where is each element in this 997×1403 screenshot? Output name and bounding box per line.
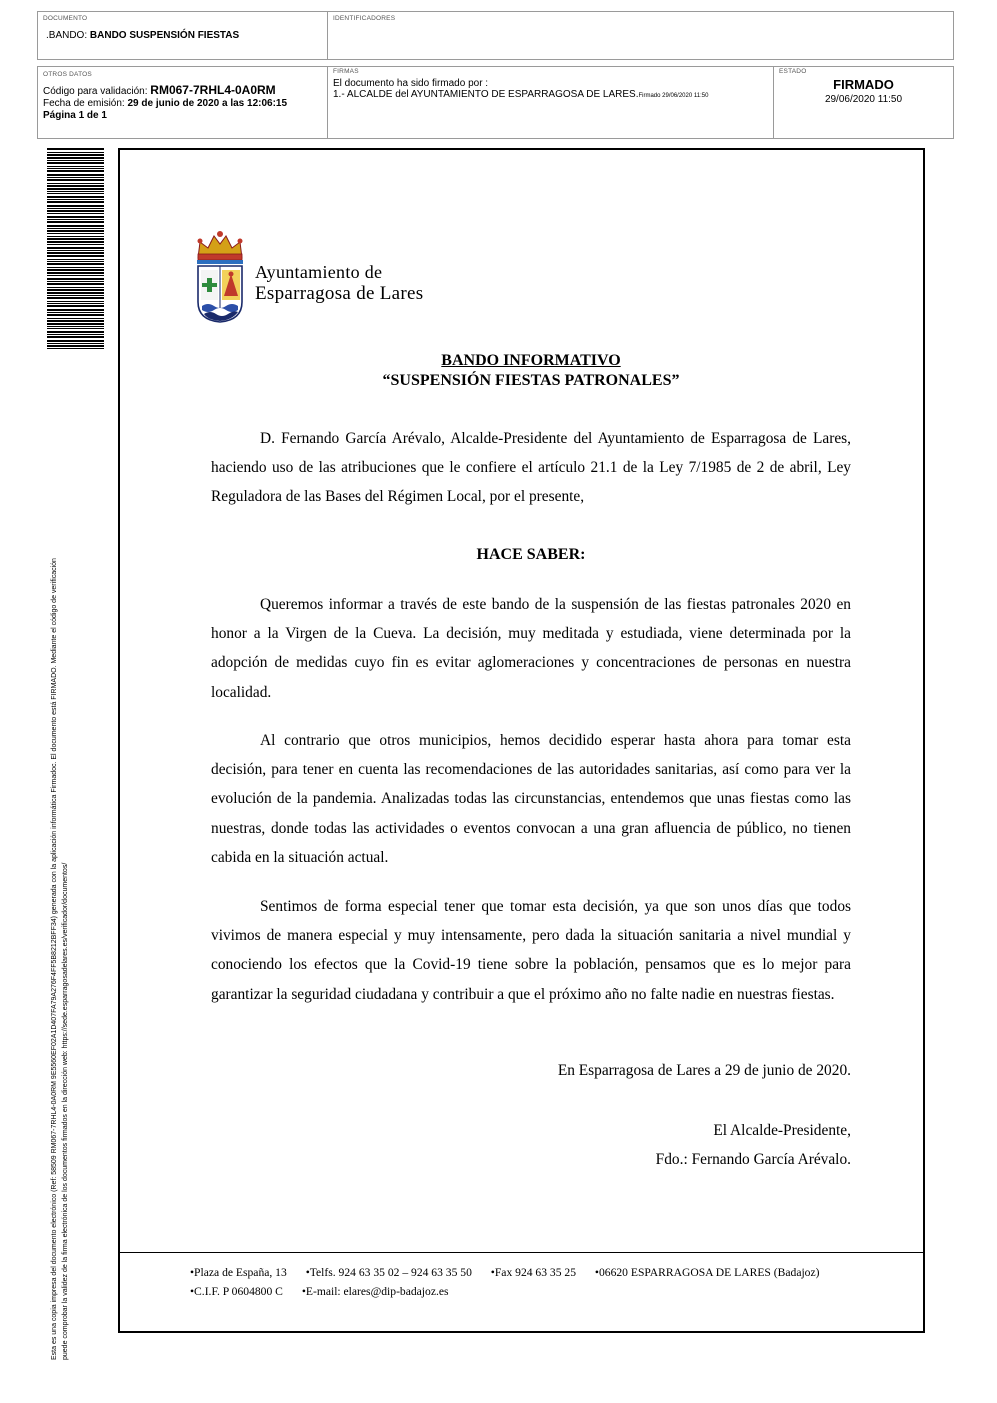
verification-side-text — [49, 400, 71, 1360]
side-text-line2: puede comprobar la validez de la firma electrónica de los documentos firmados en la dirección web: https://sede.esparragosadelares.es/verificador/documentos/ — [62, 862, 69, 1360]
barcode-bar — [47, 269, 104, 271]
barcode-bar — [47, 275, 104, 276]
barcode-bar — [47, 216, 104, 218]
body-paragraph-3: Sentimos de forma especial tener que tomar esta decisión, ya que son unos días que todos vivimos de manera especial y muy intensamente, pero dada la situación sanitaria a nivel mundial y conociendo los efectos que la Covid-19 tiene sobre la población, pensamos que es lo mejor para garantizar la seguridad ciudadana y contribuir a que el próximo año no falte nadie en nuestras fiestas. — [211, 898, 851, 1003]
letterhead-line1: Ayuntamiento de — [255, 262, 383, 282]
barcode-bar — [47, 185, 104, 187]
barcode-bar — [47, 255, 104, 257]
barcode-bar — [47, 168, 104, 169]
barcode-bar — [47, 292, 104, 294]
header-firmas-box — [327, 66, 774, 139]
barcode-bar — [47, 287, 104, 288]
bando-subtitle: “SUSPENSIÓN FIESTAS PATRONALES” — [382, 372, 680, 389]
barcode-bar — [47, 188, 104, 190]
barcode-bar — [47, 301, 104, 302]
signature-role: El Alcalde-Presidente, — [713, 1122, 851, 1139]
barcode-bar — [47, 320, 104, 322]
firmas-signer: 1.- ALCALDE del AYUNTAMIENTO DE ESPARRAGOSA DE LARES. — [333, 89, 639, 100]
estado-label: ESTADO — [779, 68, 807, 75]
barcode-bar — [47, 177, 104, 178]
barcode-bar — [47, 314, 104, 316]
barcode-bar — [47, 233, 104, 234]
barcode-bar — [47, 297, 104, 299]
header-identificadores-box — [327, 11, 954, 60]
barcode-bar — [47, 228, 104, 229]
documento-label: DOCUMENTO — [43, 15, 88, 22]
footer-address: •Plaza de España, 13 — [190, 1266, 287, 1279]
barcode-bar — [47, 244, 104, 245]
footer-phones: •Telfs. 924 63 35 02 – 924 63 35 50 — [305, 1266, 472, 1279]
barcode-bar — [47, 205, 104, 207]
barcode-bar — [47, 252, 104, 254]
barcode-bar — [47, 225, 104, 227]
barcode-bar — [47, 166, 104, 167]
barcode-bar — [47, 343, 104, 344]
barcode-bar — [47, 183, 104, 184]
side-text-line1: Esta es una copia impresa del documento electrónico (Ref: 58509 RM067-7RHL4-0A0RM 9E5560EF02A1D407FA79A276F4FF5B8212BFF34) generada con la aplicación informática Firmadoc. El documento está FIRMADO. Mediante el código de verificación — [51, 558, 58, 1360]
barcode-bar — [47, 152, 104, 153]
firmas-line1: El documento ha sido firmado por : — [333, 78, 489, 89]
signature-name: Fdo.: Fernando García Arévalo. — [655, 1151, 851, 1168]
barcode-bar — [47, 336, 104, 338]
fecha-emision — [43, 98, 287, 110]
barcode-bar — [47, 328, 104, 329]
barcode-bar — [47, 348, 104, 349]
barcode-bar — [47, 160, 104, 161]
firmas-line2 — [333, 89, 708, 102]
documento-title: BANDO SUSPENSIÓN FIESTAS — [89, 30, 240, 41]
barcode-bar — [47, 210, 104, 212]
estado-date: 29/06/2020 11:50 — [824, 94, 903, 105]
intro-paragraph: D. Fernando García Arévalo, Alcalde-Presidente del Ayuntamiento de Esparragosa de Lares, haciendo uso de las atribuciones que le confiere el artículo 21.1 de la Ley 7/1985 de 2 de abril, Ley Reguladora de las Bases del Régimen Local, por el presente, — [211, 430, 851, 506]
footer-row-1 — [190, 1266, 820, 1279]
barcode-bar — [47, 193, 104, 194]
barcode-bar — [47, 154, 104, 156]
codigo-label: Código para validación: — [43, 86, 148, 97]
fecha-value: 29 de junio de 2020 a las 12:06:15 — [127, 98, 288, 109]
footer-email: •E-mail: elares@dip-badajoz.es — [301, 1285, 449, 1298]
coat-of-arms-icon — [194, 228, 246, 324]
documento-prefix: .BANDO: — [46, 30, 88, 41]
otros-datos-label: OTROS DATOS — [43, 71, 92, 78]
barcode-bar — [47, 236, 104, 237]
bando-title: BANDO INFORMATIVO — [441, 352, 621, 369]
barcode-bar — [47, 323, 104, 325]
firmas-label: FIRMAS — [333, 68, 359, 75]
footer-cif: •C.I.F. P 0604800 C — [190, 1285, 283, 1298]
barcode-bar — [47, 238, 104, 240]
footer-fax: •Fax 924 63 35 25 — [490, 1266, 577, 1279]
hace-saber-heading: HACE SABER: — [476, 546, 586, 563]
barcode-bar — [47, 219, 104, 220]
footer-row-2 — [190, 1285, 465, 1298]
letterhead-line2: Esparragosa de Lares — [255, 283, 424, 304]
barcode-bar — [47, 241, 104, 243]
barcode-bar — [47, 174, 104, 176]
pagina-indicator: Página 1 de 1 — [43, 110, 107, 121]
barcode-bar — [47, 303, 104, 304]
barcode-bar — [47, 283, 104, 285]
codigo-value: RM067-7RHL4-0A0RM — [150, 83, 276, 97]
body-paragraph-1: Queremos informar a través de este bando de la suspensión de las fiestas patronales 2020 en honor a la Virgen de la Cueva. La decisión, muy meditada y estudiada, viene determinada por la adopción de medidas cuyo fin es evitar aglomeraciones y concentraciones de personas en nuestra localidad. — [211, 596, 851, 701]
documento-value — [46, 30, 239, 42]
barcode — [47, 148, 104, 380]
barcode-bar — [47, 259, 104, 260]
estado-value: FIRMADO — [833, 77, 894, 92]
firmas-signed-date: Firmado 29/06/2020 11:50 — [638, 93, 709, 99]
barcode-bar — [47, 318, 104, 319]
barcode-bar — [47, 295, 104, 296]
barcode-bar — [47, 267, 104, 268]
barcode-bar — [47, 157, 104, 159]
barcode-bar — [47, 309, 104, 311]
barcode-bar — [47, 331, 104, 333]
place-date: En Esparragosa de Lares a 29 de junio de 2020. — [557, 1062, 851, 1079]
barcode-bar — [47, 305, 104, 307]
barcode-bar — [47, 221, 104, 223]
identificadores-label: IDENTIFICADORES — [333, 15, 396, 22]
barcode-bar — [47, 250, 104, 251]
barcode-bar — [47, 281, 104, 282]
barcode-bar — [47, 199, 104, 200]
barcode-bar — [47, 272, 104, 274]
body-paragraph-2: Al contrario que otros municipios, hemos decidido esperar hasta ahora para tomar esta decisión, para tener en cuenta las recomendaciones de las autoridades sanitarias, así como para ver la evolución de la pandemia. Analizadas todas las circunstancias, entendemos que unas fiestas como las nuestras, donde todas las actividades o eventos convocan a una gran afluencia de público, no tienen cabida en la situación actual. — [211, 732, 851, 866]
barcode-bar — [47, 208, 104, 209]
barcode-bar — [47, 213, 104, 214]
barcode-bar — [47, 170, 104, 172]
barcode-bar — [47, 340, 104, 342]
fecha-label: Fecha de emisión: — [43, 98, 125, 109]
barcode-bar — [47, 196, 104, 198]
barcode-bar — [47, 278, 104, 280]
footer-divider — [120, 1252, 923, 1253]
barcode-bar — [47, 230, 104, 232]
footer-postal: •06620 ESPARRAGOSA DE LARES (Badajoz) — [594, 1266, 820, 1279]
barcode-bar — [47, 263, 104, 265]
barcode-bar — [47, 148, 104, 150]
barcode-bar — [47, 247, 104, 249]
barcode-bar — [47, 289, 104, 291]
barcode-bar — [47, 179, 104, 181]
barcode-bar — [47, 334, 104, 335]
barcode-bar — [47, 312, 104, 313]
barcode-bar — [47, 326, 104, 327]
barcode-bar — [47, 345, 104, 347]
barcode-bar — [47, 261, 104, 262]
barcode-bar — [47, 201, 104, 203]
codigo-validacion — [43, 84, 276, 98]
barcode-bar — [47, 162, 104, 164]
barcode-bar — [47, 191, 104, 192]
